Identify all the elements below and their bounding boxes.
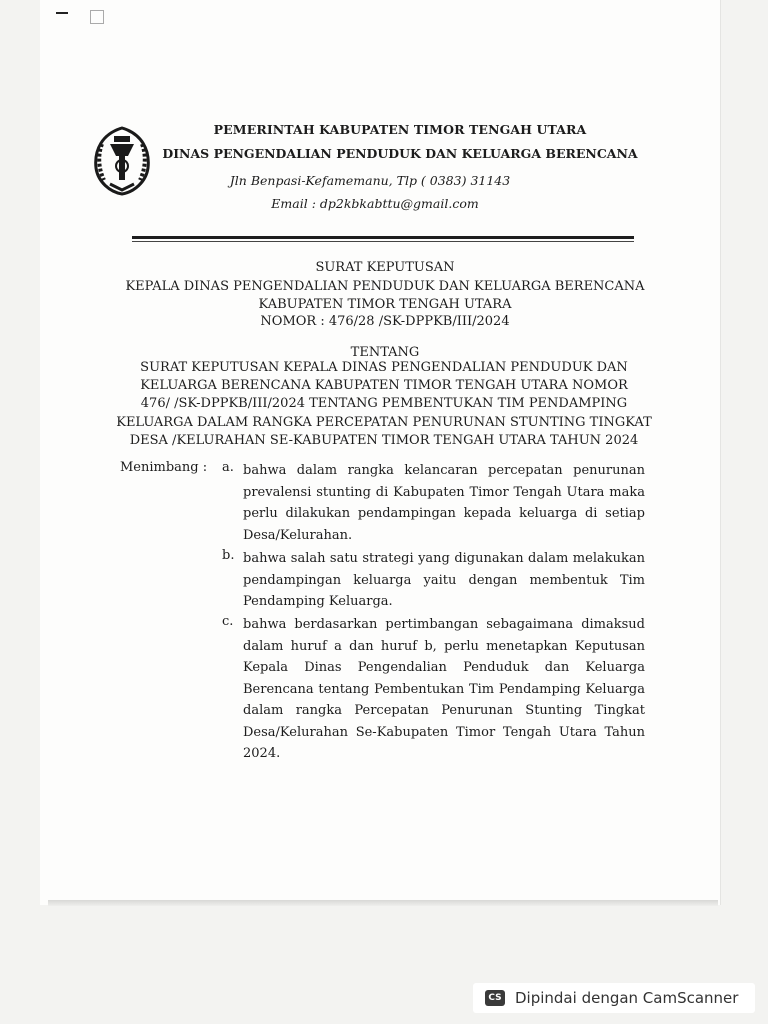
camscanner-icon: CS bbox=[485, 990, 505, 1006]
watermark-label: Dipindai dengan CamScanner bbox=[515, 989, 739, 1007]
decree-regency: KABUPATEN TIMOR TENGAH UTARA bbox=[258, 297, 512, 312]
scan-mark-box bbox=[90, 10, 104, 24]
decree-title: SURAT KEPUTUSAN bbox=[315, 260, 455, 275]
consideration-text: bahwa dalam rangka kelancaran percepatan penurunan prevalensi stunting di Kabupaten Timor Tengah Utara maka perlu dilakukan pendampingan kepada keluarga di setiap Desa/Kelurahan. bbox=[243, 463, 645, 543]
header-divider-thin bbox=[132, 241, 634, 242]
header-email: Email : dp2kbkabttu@gmail.com bbox=[271, 196, 479, 211]
subject-line: SURAT KEPUTUSAN KEPALA DINAS PENGENDALIAN PENDUDUK DAN bbox=[140, 360, 628, 375]
tentang-label: TENTANG bbox=[350, 345, 420, 360]
header-address: Jln Benpasi-Kefamemanu, Tlp ( 0383) 31143 bbox=[229, 173, 511, 188]
consideration-text: bahwa berdasarkan pertimbangan sebagaimana dimaksud dalam huruf a dan huruf b, perlu menetapkan Keputusan Kepala Dinas Pengendalian Penduduk dan Keluarga Berencana tentang Pembentukan Tim Pendamping Keluarga dalam rangka Percepatan Penurunan Stunting Tingkat Desa/Kelurahan Se-Kabupaten Timor Tengah Utara Tahun 2024. bbox=[243, 617, 645, 761]
menimbang-label: Menimbang : bbox=[120, 460, 208, 475]
header-divider bbox=[132, 236, 634, 239]
scan-mark bbox=[56, 12, 68, 14]
decree-issuer: KEPALA DINAS PENGENDALIAN PENDUDUK DAN KELUARGA BERENCANA bbox=[125, 279, 645, 294]
header-agency: DINAS PENGENDALIAN PENDUDUK DAN KELUARGA BERENCANA bbox=[162, 146, 638, 161]
consideration-letter: a. bbox=[222, 460, 234, 475]
consideration-text: bahwa salah satu strategi yang digunakan dalam melakukan pendampingan keluarga yaitu dengan membentuk Tim Pendamping Keluarga. bbox=[243, 551, 645, 609]
subject-line: 476/ /SK-DPPKB/III/2024 TENTANG PEMBENTUKAN TIM PENDAMPING bbox=[140, 396, 628, 412]
camscanner-watermark bbox=[473, 983, 755, 1013]
decree-subject bbox=[112, 359, 656, 450]
consideration-letter: c. bbox=[222, 614, 234, 629]
subject-line: KELUARGA BERENCANA KABUPATEN TIMOR TENGAH UTARA NOMOR bbox=[140, 378, 628, 394]
consideration-letter: b. bbox=[222, 548, 235, 563]
scan-edge bbox=[48, 900, 718, 906]
decree-number: NOMOR : 476/28 /SK-DPPKB/III/2024 bbox=[260, 314, 510, 329]
header-government: PEMERINTAH KABUPATEN TIMOR TENGAH UTARA bbox=[213, 122, 587, 137]
subject-line: DESA /KELURAHAN SE-KABUPATEN TIMOR TENGAH UTARA TAHUN 2024 bbox=[129, 432, 639, 448]
subject-line: KELUARGA DALAM RANGKA PERCEPATAN PENURUNAN STUNTING TINGKAT bbox=[116, 414, 652, 430]
